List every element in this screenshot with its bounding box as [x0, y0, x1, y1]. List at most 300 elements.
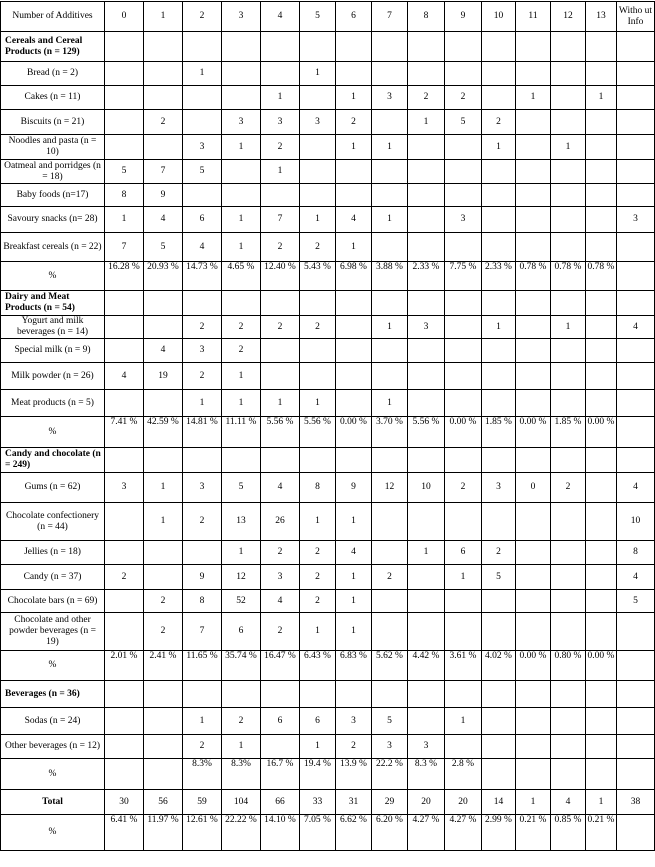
table-cell	[300, 339, 336, 363]
row-label: Biscuits (n = 21)	[1, 110, 105, 135]
table-cell	[586, 291, 617, 316]
table-cell	[482, 708, 516, 735]
table-cell	[586, 339, 617, 363]
group-row	[1, 448, 655, 473]
table-cell	[372, 503, 408, 541]
table-cell	[105, 135, 144, 160]
table-cell: 5	[445, 110, 482, 135]
table-cell: 2	[261, 135, 300, 160]
table-cell: 2	[144, 590, 183, 613]
table-cell: 4.65 %	[222, 262, 261, 291]
table-cell: 2	[144, 613, 183, 651]
table-cell	[617, 448, 655, 473]
table-cell	[516, 590, 551, 613]
table-cell: 1	[336, 503, 372, 541]
table-cell	[551, 62, 586, 86]
table-cell: 0.00 %	[586, 651, 617, 681]
table-row	[1, 110, 655, 135]
table-cell: 4	[336, 207, 372, 233]
table-cell	[586, 363, 617, 390]
table-cell	[445, 681, 482, 708]
table-cell	[408, 613, 445, 651]
table-row	[1, 708, 655, 735]
table-cell: 52	[222, 590, 261, 613]
table-cell	[586, 110, 617, 135]
table-cell	[551, 681, 586, 708]
table-cell	[372, 110, 408, 135]
table-cell: 20.93 %	[144, 262, 183, 291]
table-cell: 0.00 %	[516, 417, 551, 448]
table-cell	[617, 184, 655, 207]
table-cell	[144, 135, 183, 160]
row-label: Chocolate bars (n = 69)	[1, 590, 105, 613]
table-cell	[222, 32, 261, 62]
table-cell: 0.21 %	[516, 815, 551, 851]
table-cell	[300, 363, 336, 390]
table-cell: 1	[586, 86, 617, 110]
table-cell	[144, 32, 183, 62]
column-header: 2	[183, 2, 222, 32]
table-cell	[372, 448, 408, 473]
table-cell: 4	[617, 316, 655, 339]
table-cell: 8	[183, 590, 222, 613]
table-cell	[617, 681, 655, 708]
table-cell	[482, 184, 516, 207]
table-cell: 30	[105, 790, 144, 815]
table-cell: 1	[336, 565, 372, 590]
table-cell: 1	[183, 390, 222, 417]
table-cell	[516, 541, 551, 565]
table-cell	[105, 735, 144, 759]
column-header: 8	[408, 2, 445, 32]
table-cell: 2.41 %	[144, 651, 183, 681]
table-cell	[300, 86, 336, 110]
table-cell: 14	[482, 790, 516, 815]
table-cell: 7	[144, 160, 183, 184]
table-cell	[144, 390, 183, 417]
table-cell	[105, 708, 144, 735]
table-cell: 2	[482, 541, 516, 565]
table-cell	[408, 390, 445, 417]
table-cell	[482, 160, 516, 184]
table-cell	[183, 681, 222, 708]
table-cell: 8.3%	[222, 759, 261, 790]
table-cell	[516, 363, 551, 390]
table-cell: 2	[300, 541, 336, 565]
table-cell: 2	[300, 565, 336, 590]
table-cell	[144, 708, 183, 735]
table-cell: 2	[551, 473, 586, 503]
table-cell: 4	[617, 565, 655, 590]
table-cell	[144, 62, 183, 86]
table-cell	[516, 735, 551, 759]
table-cell: 0.00 %	[516, 651, 551, 681]
table-cell: 3	[183, 135, 222, 160]
table-cell: 22.22 %	[222, 815, 261, 851]
table-cell	[445, 62, 482, 86]
table-cell: 13.9 %	[336, 759, 372, 790]
table-cell: 6	[222, 613, 261, 651]
table-cell: 35.74 %	[222, 651, 261, 681]
table-cell	[482, 390, 516, 417]
table-cell	[482, 590, 516, 613]
table-cell: 12.40 %	[261, 262, 300, 291]
table-cell	[586, 541, 617, 565]
table-cell	[516, 708, 551, 735]
table-cell: 2	[183, 735, 222, 759]
table-cell	[105, 681, 144, 708]
table-cell: 2	[336, 735, 372, 759]
table-cell	[551, 291, 586, 316]
table-row	[1, 160, 655, 184]
row-label: Cakes (n = 11)	[1, 86, 105, 110]
table-cell	[372, 184, 408, 207]
table-cell	[300, 135, 336, 160]
table-cell: 29	[372, 790, 408, 815]
row-label: %	[1, 815, 105, 851]
group-row	[1, 291, 655, 316]
table-cell	[105, 759, 144, 790]
row-label: Bread (n = 2)	[1, 62, 105, 86]
table-cell	[516, 135, 551, 160]
table-cell	[336, 184, 372, 207]
table-cell	[617, 815, 655, 851]
table-cell: 7	[183, 613, 222, 651]
table-cell: 2	[105, 565, 144, 590]
table-cell	[336, 32, 372, 62]
table-cell: 1	[222, 135, 261, 160]
table-cell	[516, 390, 551, 417]
table-cell	[300, 448, 336, 473]
table-cell	[144, 681, 183, 708]
table-cell	[445, 32, 482, 62]
table-cell	[617, 339, 655, 363]
table-cell	[551, 613, 586, 651]
table-cell	[300, 32, 336, 62]
column-header: Witho ut Info	[617, 2, 655, 32]
table-cell	[372, 681, 408, 708]
table-cell	[372, 590, 408, 613]
table-cell: 8	[617, 541, 655, 565]
row-label: Sodas (n = 24)	[1, 708, 105, 735]
table-cell: 5	[372, 708, 408, 735]
table-cell	[516, 32, 551, 62]
row-label: Meat products (n = 5)	[1, 390, 105, 417]
table-cell	[482, 363, 516, 390]
table-cell	[551, 590, 586, 613]
table-cell	[408, 339, 445, 363]
table-cell	[617, 62, 655, 86]
header-row	[1, 2, 655, 32]
table-cell	[516, 291, 551, 316]
table-cell	[144, 448, 183, 473]
table-row	[1, 565, 655, 590]
table-cell	[445, 613, 482, 651]
table-cell	[408, 448, 445, 473]
table-cell: 7.41 %	[105, 417, 144, 448]
table-cell	[586, 473, 617, 503]
table-cell: 7	[105, 233, 144, 262]
row-label: Chocolate confectionery (n = 44)	[1, 503, 105, 541]
table-cell	[183, 32, 222, 62]
table-cell	[261, 291, 300, 316]
table-cell	[445, 233, 482, 262]
table-cell	[586, 233, 617, 262]
table-cell	[551, 110, 586, 135]
table-cell: 5	[105, 160, 144, 184]
table-cell	[551, 233, 586, 262]
table-cell: 4	[551, 790, 586, 815]
table-cell: 1	[222, 207, 261, 233]
table-cell	[261, 184, 300, 207]
column-header: 0	[105, 2, 144, 32]
table-cell	[105, 390, 144, 417]
table-cell	[551, 184, 586, 207]
table-cell	[586, 207, 617, 233]
table-cell	[336, 448, 372, 473]
table-cell: 2	[261, 541, 300, 565]
table-cell	[445, 135, 482, 160]
table-cell: 3	[372, 86, 408, 110]
table-cell	[586, 565, 617, 590]
percent-row	[1, 651, 655, 681]
table-cell	[551, 735, 586, 759]
table-cell	[336, 316, 372, 339]
table-cell: 6.62 %	[336, 815, 372, 851]
table-cell	[300, 184, 336, 207]
table-cell: 59	[183, 790, 222, 815]
table-cell: 0.80 %	[551, 651, 586, 681]
row-label: Candy and chocolate (n = 249)	[1, 448, 105, 473]
table-cell	[617, 651, 655, 681]
table-cell: 3.70 %	[372, 417, 408, 448]
table-cell: 3	[261, 565, 300, 590]
table-cell	[586, 681, 617, 708]
table-cell: 8.3 %	[408, 759, 445, 790]
table-cell	[551, 390, 586, 417]
table-cell: 2	[222, 316, 261, 339]
table-cell	[408, 681, 445, 708]
table-cell: 1	[336, 590, 372, 613]
table-cell	[551, 86, 586, 110]
table-cell: 12.61 %	[183, 815, 222, 851]
table-cell	[261, 32, 300, 62]
table-cell: 1	[482, 135, 516, 160]
table-row	[1, 541, 655, 565]
table-cell: 5	[183, 160, 222, 184]
table-cell: 2	[261, 316, 300, 339]
table-cell	[408, 363, 445, 390]
table-cell: 1	[372, 390, 408, 417]
table-row	[1, 590, 655, 613]
row-label: Cereals and Cereal Products (n = 129)	[1, 32, 105, 62]
table-cell: 33	[300, 790, 336, 815]
table-cell: 4	[261, 590, 300, 613]
table-cell: 56	[144, 790, 183, 815]
table-cell	[408, 233, 445, 262]
table-row	[1, 62, 655, 86]
table-cell	[586, 448, 617, 473]
table-cell	[144, 735, 183, 759]
table-cell: 20	[445, 790, 482, 815]
table-cell: 2	[183, 363, 222, 390]
table-cell	[261, 62, 300, 86]
table-row	[1, 363, 655, 390]
table-cell: 66	[261, 790, 300, 815]
table-cell	[586, 503, 617, 541]
table-row	[1, 613, 655, 651]
table-cell: 8	[300, 473, 336, 503]
table-cell	[105, 448, 144, 473]
additives-table	[0, 1, 655, 851]
table-cell	[372, 160, 408, 184]
table-cell	[516, 207, 551, 233]
table-cell: 1	[183, 708, 222, 735]
row-label: Special milk (n = 9)	[1, 339, 105, 363]
table-cell: 2.8 %	[445, 759, 482, 790]
table-cell: 5	[222, 473, 261, 503]
table-cell	[445, 363, 482, 390]
table-cell	[482, 86, 516, 110]
row-label: Candy (n = 37)	[1, 565, 105, 590]
table-cell	[482, 291, 516, 316]
table-cell	[445, 291, 482, 316]
table-cell: 6.20 %	[372, 815, 408, 851]
table-cell: 3	[408, 735, 445, 759]
table-cell: 16.7 %	[261, 759, 300, 790]
table-cell: 1	[222, 541, 261, 565]
column-header: 6	[336, 2, 372, 32]
table-cell: 1	[482, 316, 516, 339]
table-cell	[336, 363, 372, 390]
table-cell	[586, 590, 617, 613]
table-cell	[551, 759, 586, 790]
table-cell: 12	[222, 565, 261, 590]
table-cell	[336, 291, 372, 316]
table-cell: 7.75 %	[445, 262, 482, 291]
table-cell: 2	[222, 708, 261, 735]
row-label: %	[1, 417, 105, 448]
column-header: 3	[222, 2, 261, 32]
table-cell: 0.78 %	[551, 262, 586, 291]
table-cell	[551, 363, 586, 390]
table-row	[1, 207, 655, 233]
table-cell: 1	[300, 735, 336, 759]
table-cell: 3	[183, 339, 222, 363]
table-cell	[516, 448, 551, 473]
table-cell: 1	[551, 135, 586, 160]
table-cell: 3	[617, 207, 655, 233]
column-header: 9	[445, 2, 482, 32]
table-cell: 8.3%	[183, 759, 222, 790]
table-cell: 22.2 %	[372, 759, 408, 790]
table-cell: 1	[445, 565, 482, 590]
row-label: Milk powder (n = 26)	[1, 363, 105, 390]
table-cell: 9	[144, 184, 183, 207]
row-label: Total	[1, 790, 105, 815]
table-cell: 6	[300, 708, 336, 735]
table-cell: 4	[261, 473, 300, 503]
table-cell	[586, 32, 617, 62]
table-cell: 3	[300, 110, 336, 135]
table-cell: 6.43 %	[300, 651, 336, 681]
table-cell: 1	[222, 735, 261, 759]
table-cell: 2	[261, 613, 300, 651]
table-cell	[183, 110, 222, 135]
table-cell	[586, 735, 617, 759]
table-cell: 6	[261, 708, 300, 735]
table-cell	[551, 541, 586, 565]
table-cell: 6.83 %	[336, 651, 372, 681]
table-cell	[408, 291, 445, 316]
table-cell	[586, 316, 617, 339]
table-cell	[516, 759, 551, 790]
table-cell	[516, 316, 551, 339]
table-cell	[617, 363, 655, 390]
table-cell	[516, 233, 551, 262]
table-cell: 14.10 %	[261, 815, 300, 851]
row-label: Noodles and pasta (n = 10)	[1, 135, 105, 160]
table-cell: 4	[336, 541, 372, 565]
table-cell: 3	[336, 708, 372, 735]
percent-row	[1, 417, 655, 448]
table-cell	[408, 160, 445, 184]
table-cell	[551, 565, 586, 590]
table-cell: 2	[372, 565, 408, 590]
table-cell: 1	[408, 541, 445, 565]
table-row	[1, 316, 655, 339]
table-cell: 5	[482, 565, 516, 590]
table-cell	[617, 110, 655, 135]
table-cell	[551, 339, 586, 363]
table-cell	[105, 291, 144, 316]
table-cell: 1	[261, 390, 300, 417]
table-cell	[482, 503, 516, 541]
table-cell: 3.61 %	[445, 651, 482, 681]
percent-row	[1, 815, 655, 851]
table-cell	[408, 62, 445, 86]
table-cell	[105, 316, 144, 339]
table-cell	[336, 160, 372, 184]
table-cell	[516, 62, 551, 86]
table-cell	[551, 160, 586, 184]
table-cell	[222, 86, 261, 110]
table-cell	[617, 32, 655, 62]
table-cell	[551, 448, 586, 473]
table-row	[1, 184, 655, 207]
table-cell	[408, 32, 445, 62]
table-cell	[408, 590, 445, 613]
table-cell: 1	[516, 86, 551, 110]
table-cell: 8	[105, 184, 144, 207]
table-cell: 10	[408, 473, 445, 503]
table-cell: 6	[183, 207, 222, 233]
table-cell: 3	[261, 110, 300, 135]
table-cell: 14.81 %	[183, 417, 222, 448]
table-cell	[445, 339, 482, 363]
group-row	[1, 32, 655, 62]
table-cell	[551, 708, 586, 735]
table-row	[1, 735, 655, 759]
table-cell	[617, 233, 655, 262]
table-cell: 11.97 %	[144, 815, 183, 851]
table-cell: 5.56 %	[408, 417, 445, 448]
table-cell: 16.47 %	[261, 651, 300, 681]
table-cell	[482, 448, 516, 473]
table-cell	[183, 291, 222, 316]
table-cell	[586, 613, 617, 651]
table-cell	[617, 291, 655, 316]
